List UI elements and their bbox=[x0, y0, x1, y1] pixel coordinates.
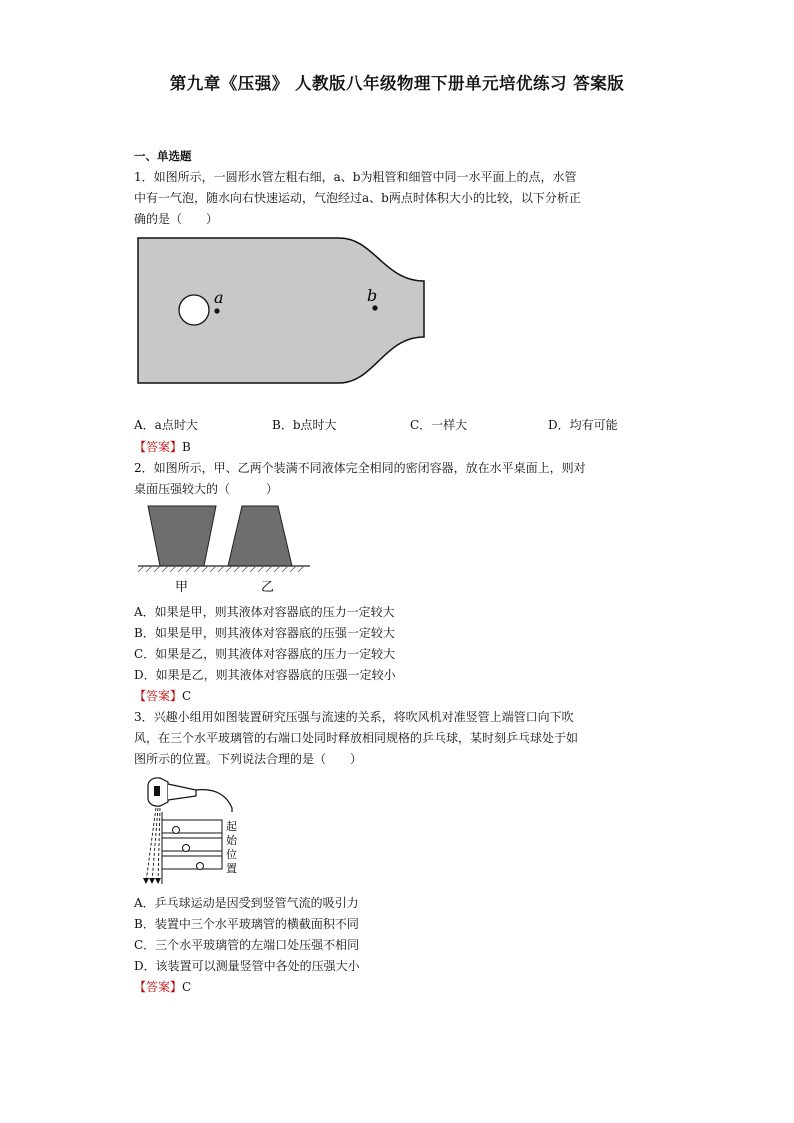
q1-answer-value: B bbox=[182, 440, 191, 454]
q2-answer-value: C bbox=[182, 689, 192, 703]
q1-answer bbox=[134, 438, 191, 455]
dryer-body bbox=[168, 784, 196, 800]
q1-line-2: 中有一气泡，随水向右快速运动，气泡经过a、b两点时体积大小的比较，以下分析正 bbox=[134, 191, 581, 205]
q2-line-2: 桌面压强较大的（ ） bbox=[134, 482, 279, 496]
q2-option-a: A．如果是甲，则其液体对容器底的压力一定较大 bbox=[134, 605, 395, 619]
q2-containers-figure bbox=[134, 500, 314, 598]
airflow-lines bbox=[146, 808, 160, 882]
q3-option-a: A．乒乓球运动是因受到竖管气流的吸引力 bbox=[134, 896, 359, 910]
label-char-2: 始 bbox=[226, 834, 237, 847]
point-b bbox=[372, 305, 377, 310]
q2-option-c: C．如果是乙，则其液体对容器底的压力一定较大 bbox=[134, 647, 396, 661]
q1-option-c: C．一样大 bbox=[410, 418, 468, 432]
q2-answer bbox=[134, 687, 191, 704]
q3-line-3: 图所示的位置。下列说法合理的是（ ） bbox=[134, 752, 363, 766]
ball-2 bbox=[183, 845, 190, 852]
q2-line-1: 2．如图所示，甲、乙两个装满不同液体完全相同的密闭容器，放在水平桌面上，则对 bbox=[134, 461, 586, 475]
point-a bbox=[214, 308, 219, 313]
q3-option-b: B．装置中三个水平玻璃管的横截面积不同 bbox=[134, 917, 359, 931]
q3-line-2: 风，在三个水平玻璃管的右端口处同时释放相同规格的乒乓球，某时刻乒乓球处于如 bbox=[134, 731, 579, 745]
q2-option-b: B．如果是甲，则其液体对容器底的压强一定较大 bbox=[134, 626, 395, 640]
q3-option-d: D．该装置可以测量竖管中各处的压强大小 bbox=[134, 959, 360, 973]
dryer-switch bbox=[154, 786, 160, 796]
q1-option-b: B．b点时大 bbox=[272, 418, 337, 432]
label-b: b bbox=[367, 286, 378, 305]
label-char-4: 置 bbox=[226, 862, 237, 875]
section-heading: 一、单选题 bbox=[134, 149, 192, 163]
horizontal-tube-1 bbox=[162, 820, 222, 833]
table-hatching bbox=[138, 566, 304, 572]
document-title: 第九章《压强》 人教版八年级物理下册单元培优练习 答案版 bbox=[169, 74, 625, 93]
dryer-cord bbox=[196, 790, 232, 812]
q3-line-1: 3．兴趣小组用如图装置研究压强与流速的关系，将吹风机对准竖管上端管口向下吹 bbox=[134, 710, 574, 724]
label-char-1: 起 bbox=[226, 820, 237, 833]
q1-answer-tag: 【答案】 bbox=[134, 440, 183, 454]
q3-option-c: C．三个水平玻璃管的左端口处压强不相同 bbox=[134, 938, 360, 952]
container-yi bbox=[228, 506, 292, 566]
label-jia: 甲 bbox=[175, 580, 189, 595]
q1-pipe-figure bbox=[134, 234, 434, 386]
label-a: a bbox=[214, 288, 224, 307]
q2-answer-tag: 【答案】 bbox=[134, 689, 183, 703]
label-yi: 乙 bbox=[261, 580, 275, 595]
q1-line-3: 确的是（ ） bbox=[134, 212, 219, 226]
q3-answer-tag: 【答案】 bbox=[134, 980, 183, 994]
bubble bbox=[179, 295, 209, 325]
q1-option-d: D．均有可能 bbox=[548, 418, 618, 432]
container-jia bbox=[148, 506, 216, 566]
airflow-arrowheads bbox=[143, 878, 161, 884]
q1-line-1: 1．如图所示，一圆形水管左粗右细，a、b为粗管和细管中同一水平面上的点，水管 bbox=[134, 170, 577, 184]
q2-option-d: D．如果是乙，则其液体对容器底的压强一定较小 bbox=[134, 668, 396, 682]
ball-3 bbox=[197, 863, 204, 870]
horizontal-tube-2 bbox=[162, 838, 222, 851]
ball-1 bbox=[173, 827, 180, 834]
q3-answer bbox=[134, 978, 191, 995]
horizontal-tube-3 bbox=[162, 856, 222, 869]
q1-option-a: A．a点时大 bbox=[134, 418, 198, 432]
q3-apparatus-figure bbox=[134, 772, 274, 888]
label-char-3: 位 bbox=[226, 848, 237, 861]
q3-answer-value: C bbox=[182, 980, 192, 994]
